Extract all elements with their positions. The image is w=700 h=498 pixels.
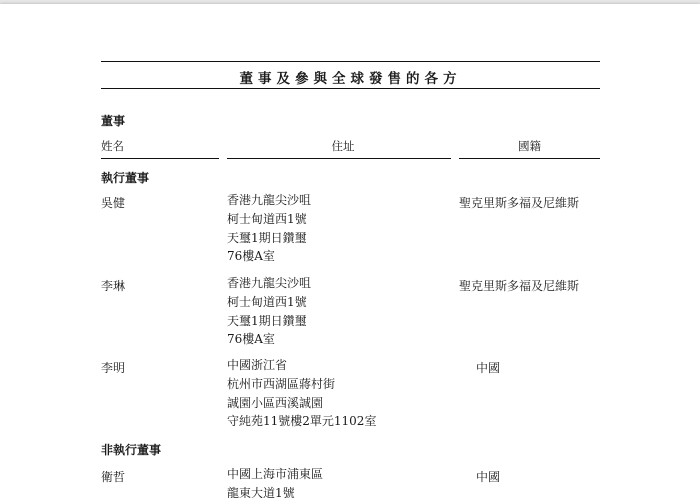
director-name: 衛哲: [101, 470, 126, 484]
address-line: 76樓A室: [227, 249, 275, 264]
address-line: 香港九龍尖沙咀: [227, 276, 312, 290]
director-nationality: 中國: [476, 470, 501, 484]
director-name: 李明: [101, 361, 126, 375]
director-nationality: 聖克里斯多福及尼維斯: [459, 279, 580, 293]
document-page: [0, 4, 700, 498]
column-header-name: 姓名: [101, 139, 124, 153]
column-underline-name: [101, 158, 219, 159]
column-underline-nationality: [459, 158, 600, 159]
director-address: [227, 191, 311, 266]
group-heading-executive: 執行董事: [101, 171, 150, 185]
group-heading-non-executive: 非執行董事: [101, 443, 162, 457]
address-line: 龍東大道1號: [227, 485, 295, 498]
column-header-address: 住址: [331, 139, 355, 153]
page-title: 董事及參與全球發售的各方: [239, 71, 462, 87]
director-address: [227, 274, 311, 349]
title-top-rule: [101, 61, 600, 62]
director-name: 李琳: [101, 279, 126, 293]
director-nationality: 聖克里斯多福及尼維斯: [459, 196, 580, 210]
address-line: 柯士甸道西1號: [227, 294, 307, 309]
address-line: 香港九龍尖沙咀: [227, 193, 312, 207]
address-line: 守純苑11號樓2單元1102室: [227, 414, 377, 429]
address-line: 誠園小區西溪誠園: [227, 395, 324, 410]
director-address: [227, 465, 323, 498]
director-nationality: 中國: [476, 361, 501, 375]
column-underline-address: [227, 158, 451, 159]
address-line: 天璽1期日鑽璽: [227, 313, 307, 328]
address-line: 76樓A室: [227, 332, 275, 347]
address-line: 柯士甸道西1號: [227, 211, 307, 226]
address-line: 中國浙江省: [227, 358, 288, 372]
title-bottom-rule: [101, 88, 600, 89]
address-line: 天璽1期日鑽璽: [227, 230, 307, 245]
director-address: [227, 356, 376, 431]
column-header-nationality: 國籍: [518, 139, 541, 153]
director-name: 吳健: [101, 196, 126, 210]
section-heading: 董事: [101, 114, 126, 128]
address-line: 杭州市西湖區蔣村街: [227, 376, 336, 391]
address-line: 中國上海市浦東區: [227, 467, 324, 481]
